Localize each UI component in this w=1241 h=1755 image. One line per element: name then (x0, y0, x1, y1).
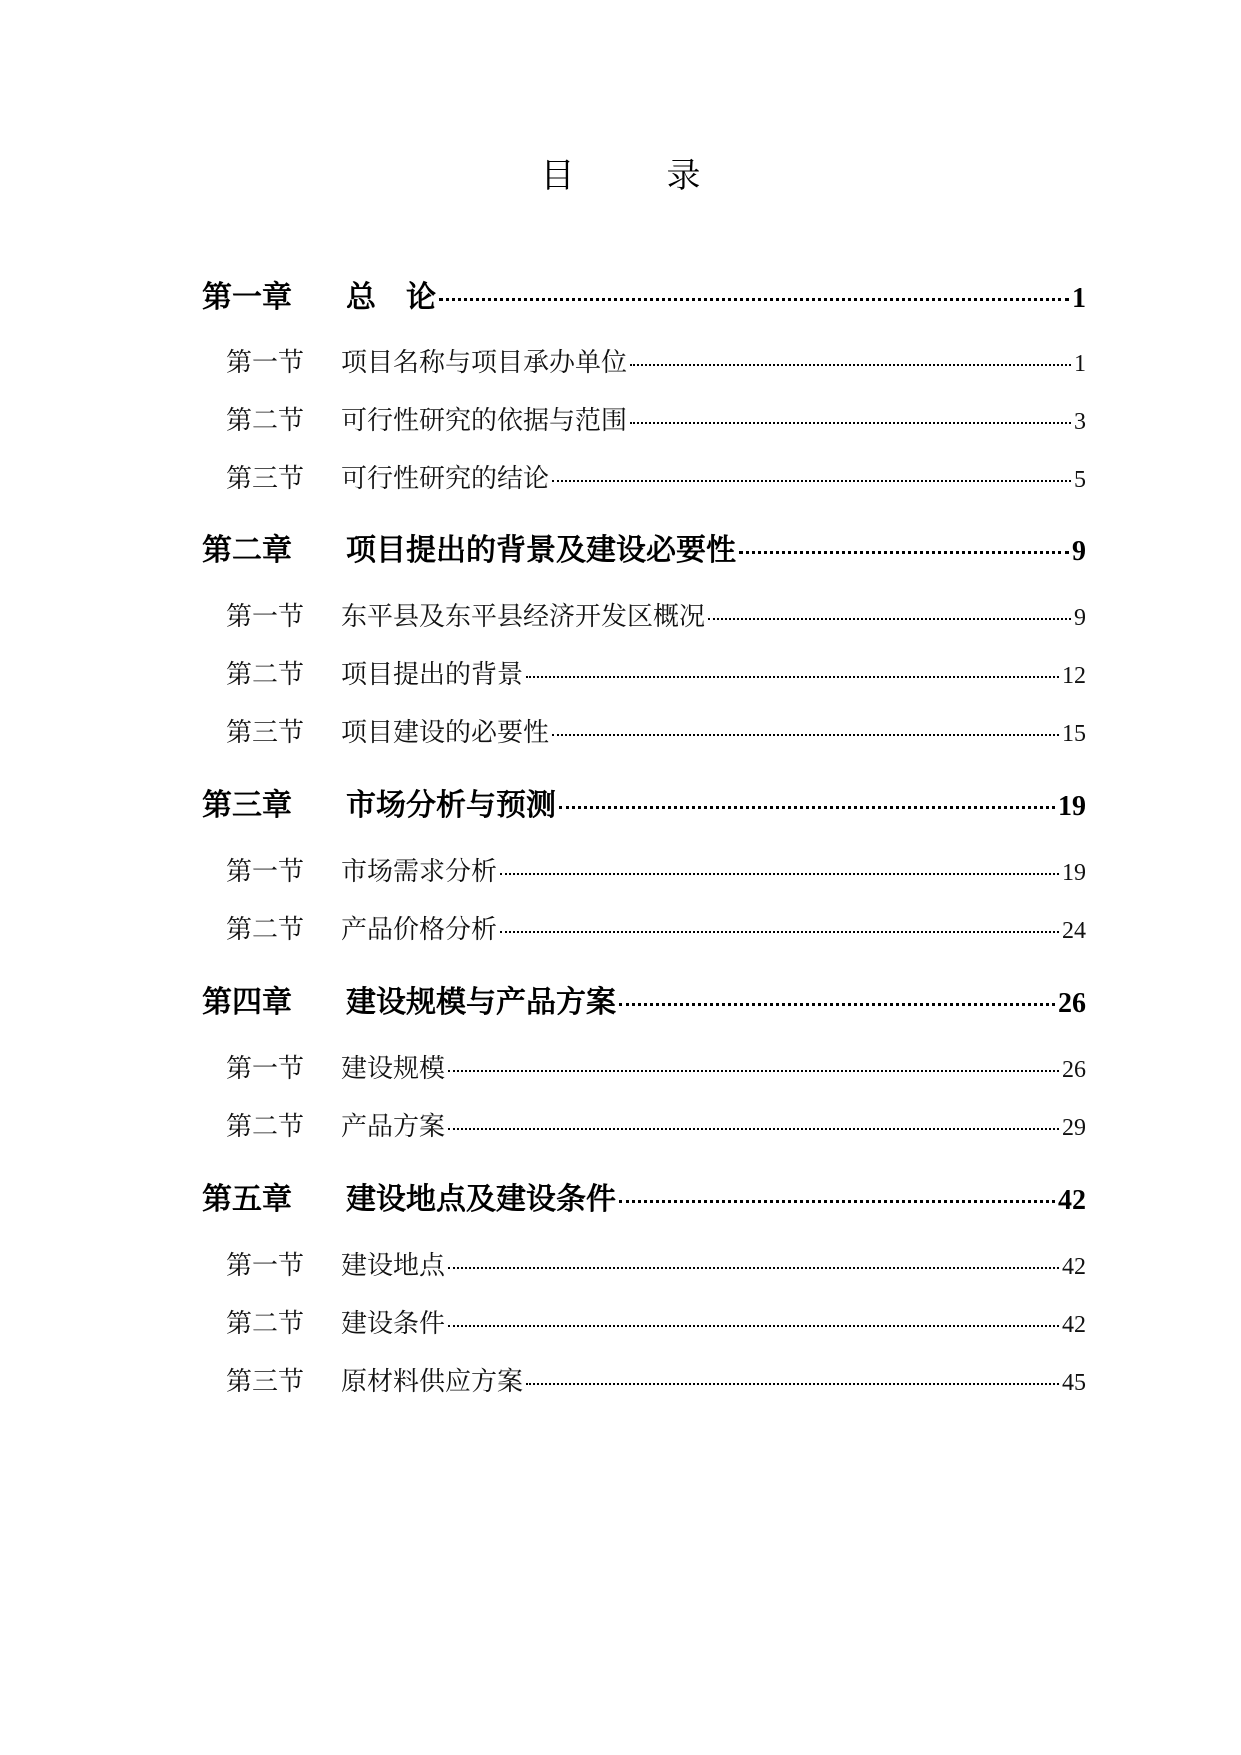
entry-title: 产品方案 (341, 1112, 446, 1142)
toc-entry-section[interactable] (226, 400, 1086, 437)
dot-leader (559, 806, 1055, 809)
toc-title (0, 148, 1241, 197)
dot-leader (552, 734, 1059, 736)
entry-number: 第四章 (202, 985, 292, 1020)
entry-page-number: 26 (1062, 1057, 1086, 1083)
entry-number: 第一章 (202, 280, 292, 315)
toc-entry-section[interactable] (226, 1303, 1086, 1340)
entry-page-number: 45 (1062, 1370, 1086, 1396)
entry-title: 项目名称与项目承办单位 (341, 348, 628, 378)
entry-number: 第五章 (202, 1182, 292, 1217)
entry-page-number: 9 (1072, 536, 1086, 567)
entry-number: 第一节 (226, 857, 305, 887)
toc-entry-section[interactable] (226, 1361, 1086, 1398)
dot-leader (448, 1267, 1059, 1269)
toc-entry-chapter[interactable] (202, 525, 1086, 569)
entry-title: 建设规模与产品方案 (346, 985, 616, 1020)
dot-leader (630, 422, 1071, 424)
entry-title: 项目建设的必要性 (341, 718, 550, 748)
dot-leader (526, 1383, 1059, 1385)
toc-entry-section[interactable] (226, 909, 1086, 946)
toc-entry-chapter[interactable] (202, 272, 1086, 316)
entry-number: 第三节 (226, 464, 305, 494)
entry-number: 第二节 (226, 406, 305, 436)
entry-page-number: 3 (1074, 409, 1086, 435)
entry-number: 第二节 (226, 1112, 305, 1142)
entry-title: 东平县及东平县经济开发区概况 (341, 602, 706, 632)
entry-number: 第三节 (226, 718, 305, 748)
dot-leader (619, 1003, 1055, 1006)
dot-leader (630, 364, 1071, 366)
entry-page-number: 19 (1062, 860, 1086, 886)
toc-entry-chapter[interactable] (202, 780, 1086, 824)
dot-leader (526, 676, 1059, 678)
dot-leader (448, 1325, 1059, 1327)
toc-entry-section[interactable] (226, 596, 1086, 633)
entry-title: 市场分析与预测 (346, 788, 556, 823)
dot-leader (500, 931, 1059, 933)
entry-number: 第一节 (226, 1251, 305, 1281)
entry-number: 第三章 (202, 788, 292, 823)
dot-leader (739, 551, 1069, 554)
entry-title: 建设条件 (341, 1309, 446, 1339)
entry-page-number: 42 (1058, 1185, 1086, 1216)
entry-page-number: 9 (1074, 605, 1086, 631)
dot-leader (708, 618, 1071, 620)
toc-entry-section[interactable] (226, 851, 1086, 888)
toc-entry-section[interactable] (226, 1106, 1086, 1143)
entry-page-number: 24 (1062, 918, 1086, 944)
entry-number: 第一节 (226, 348, 305, 378)
dot-leader (439, 298, 1069, 301)
entry-title: 可行性研究的依据与范围 (341, 406, 628, 436)
dot-leader (448, 1070, 1059, 1072)
dot-leader (552, 480, 1071, 482)
entry-page-number: 29 (1062, 1115, 1086, 1141)
entry-title: 项目提出的背景及建设必要性 (346, 533, 736, 568)
entry-number: 第三节 (226, 1367, 305, 1397)
entry-title: 项目提出的背景 (341, 660, 524, 690)
entry-page-number: 19 (1058, 791, 1086, 822)
entry-title: 建设规模 (341, 1054, 446, 1084)
toc-entry-section[interactable] (226, 712, 1086, 749)
entry-number: 第二章 (202, 533, 292, 568)
dot-leader (500, 873, 1059, 875)
toc-entry-section[interactable] (226, 458, 1086, 495)
entry-title: 市场需求分析 (341, 857, 498, 887)
entry-page-number: 15 (1062, 721, 1086, 747)
toc-entry-chapter[interactable] (202, 1174, 1086, 1218)
entry-title: 可行性研究的结论 (341, 464, 550, 494)
entry-page-number: 1 (1074, 351, 1086, 377)
entry-number: 第二节 (226, 660, 305, 690)
entry-number: 第一节 (226, 1054, 305, 1084)
entry-page-number: 12 (1062, 663, 1086, 689)
entry-title: 建设地点 (341, 1251, 446, 1281)
toc-entry-section[interactable] (226, 1048, 1086, 1085)
entry-page-number: 26 (1058, 988, 1086, 1019)
entry-page-number: 5 (1074, 467, 1086, 493)
toc-entry-chapter[interactable] (202, 977, 1086, 1021)
entry-title: 总 论 (346, 280, 436, 315)
entry-page-number: 42 (1062, 1312, 1086, 1338)
entry-title: 产品价格分析 (341, 915, 498, 945)
entry-number: 第二节 (226, 1309, 305, 1339)
toc-entry-section[interactable] (226, 342, 1086, 379)
toc-entry-section[interactable] (226, 1245, 1086, 1282)
entry-number: 第二节 (226, 915, 305, 945)
dot-leader (448, 1128, 1059, 1130)
entry-title: 建设地点及建设条件 (346, 1182, 616, 1217)
toc-entry-section[interactable] (226, 654, 1086, 691)
entry-page-number: 42 (1062, 1254, 1086, 1280)
dot-leader (619, 1200, 1055, 1203)
toc-title-part2: 录 (666, 156, 701, 196)
entry-page-number: 1 (1072, 283, 1086, 314)
toc-title-part1: 目 (540, 156, 575, 196)
entry-number: 第一节 (226, 602, 305, 632)
entry-title: 原材料供应方案 (341, 1367, 524, 1397)
